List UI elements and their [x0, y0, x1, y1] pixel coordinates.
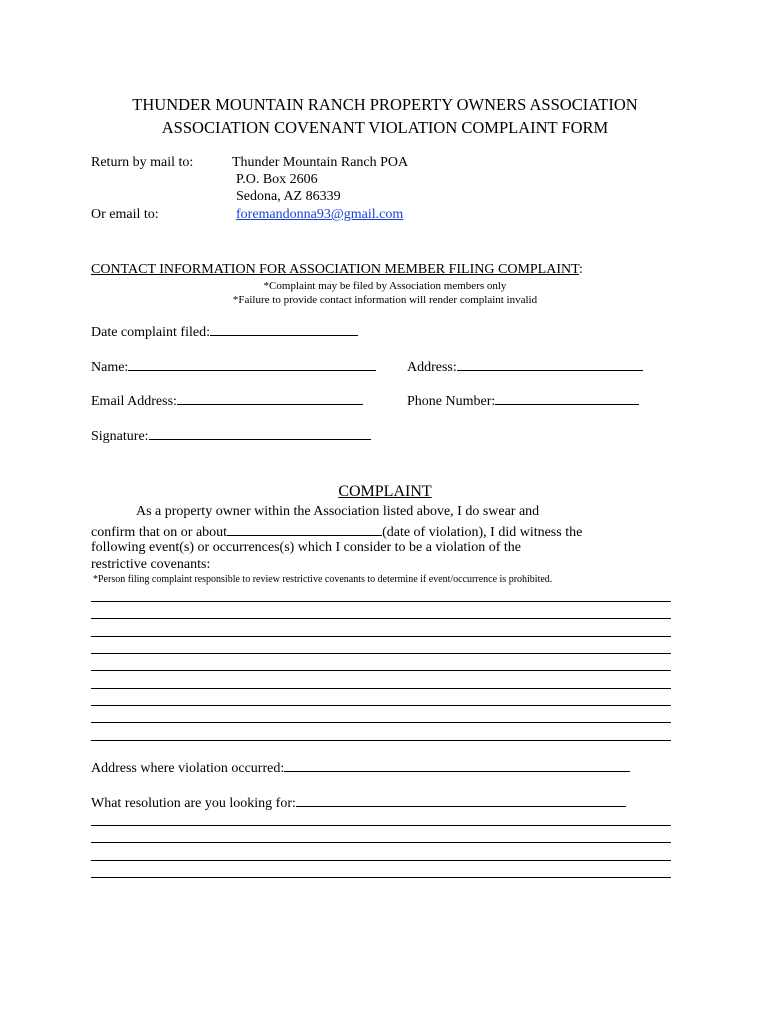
complaint-description-line[interactable]: [91, 636, 671, 637]
contact-heading-suffix: :: [578, 262, 583, 277]
signature-row: [91, 426, 371, 445]
date-filed-row: [91, 322, 358, 341]
resolution-field[interactable]: [296, 793, 626, 807]
email-address-label: Email Address:: [91, 394, 177, 409]
violation-date-field[interactable]: [227, 522, 382, 536]
phone-label: Phone Number:: [407, 394, 496, 409]
complaint-para-line1: As a property owner within the Association listed above, I do swear and: [136, 504, 540, 519]
signature-field[interactable]: [149, 426, 371, 440]
resolution-line[interactable]: [91, 825, 671, 826]
address-field[interactable]: [457, 357, 643, 371]
date-filed-field[interactable]: [210, 322, 358, 336]
complaint-para-line3: following event(s) or occurrences(s) which I consider to be a violation of the: [91, 540, 521, 555]
address-row: [407, 357, 643, 376]
complaint-para-line4: restrictive covenants:: [91, 557, 211, 572]
contact-note-invalid: *Failure to provide contact information will render complaint invalid: [232, 294, 538, 306]
resolution-row: [91, 793, 626, 812]
name-label: Name:: [91, 360, 129, 375]
complaint-para-line2: [91, 522, 582, 541]
complaint-description-line[interactable]: [91, 670, 671, 671]
complaint-description-line[interactable]: [91, 601, 671, 602]
mail-address-line2: P.O. Box 2606: [236, 172, 318, 187]
contact-heading-text: CONTACT INFORMATION FOR ASSOCIATION MEMBER FILING COMPLAINT: [91, 262, 579, 277]
complaint-para-line2a: confirm that on or about: [91, 525, 228, 540]
address-label: Address:: [407, 360, 457, 375]
complaint-description-line[interactable]: [91, 705, 671, 706]
complaint-note: *Person filing complaint responsible to review restrictive covenants to determine if event/occurrence is prohibited.: [93, 574, 553, 585]
return-mail-label: Return by mail to:: [91, 155, 194, 170]
name-field[interactable]: [128, 357, 376, 371]
email-to-label: Or email to:: [91, 207, 159, 222]
violation-address-label: Address where violation occurred:: [91, 761, 285, 776]
complaint-description-line[interactable]: [91, 653, 671, 654]
poa-email-link[interactable]: foremandonna93@gmail.com: [236, 207, 404, 222]
form-title-line2: ASSOCIATION COVENANT VIOLATION COMPLAINT FORM: [161, 118, 609, 137]
date-filed-label: Date complaint filed:: [91, 325, 210, 340]
complaint-description-line[interactable]: [91, 618, 671, 619]
mail-address-line3: Sedona, AZ 86339: [236, 189, 341, 204]
phone-row: [407, 391, 639, 410]
signature-label: Signature:: [91, 429, 149, 444]
mail-address-line1: Thunder Mountain Ranch POA: [232, 155, 409, 170]
complaint-description-line[interactable]: [91, 740, 671, 741]
violation-address-field[interactable]: [284, 758, 630, 772]
email-address-field[interactable]: [177, 391, 363, 405]
form-title-line1: THUNDER MOUNTAIN RANCH PROPERTY OWNERS ASSOCIATION: [132, 95, 638, 114]
email-row: [91, 391, 363, 410]
complaint-para-line2b: (date of violation), I did witness the: [382, 525, 583, 540]
resolution-line[interactable]: [91, 842, 671, 843]
phone-field[interactable]: [495, 391, 639, 405]
resolution-label: What resolution are you looking for:: [91, 796, 296, 811]
contact-heading: [91, 262, 583, 278]
contact-note-members-only: *Complaint may be filed by Association members only: [263, 280, 507, 292]
resolution-line[interactable]: [91, 877, 671, 878]
name-row: [91, 357, 376, 376]
complaint-description-line[interactable]: [91, 722, 671, 723]
complaint-heading: COMPLAINT: [338, 483, 432, 500]
complaint-description-line[interactable]: [91, 688, 671, 689]
resolution-line[interactable]: [91, 860, 671, 861]
violation-address-row: [91, 758, 630, 777]
